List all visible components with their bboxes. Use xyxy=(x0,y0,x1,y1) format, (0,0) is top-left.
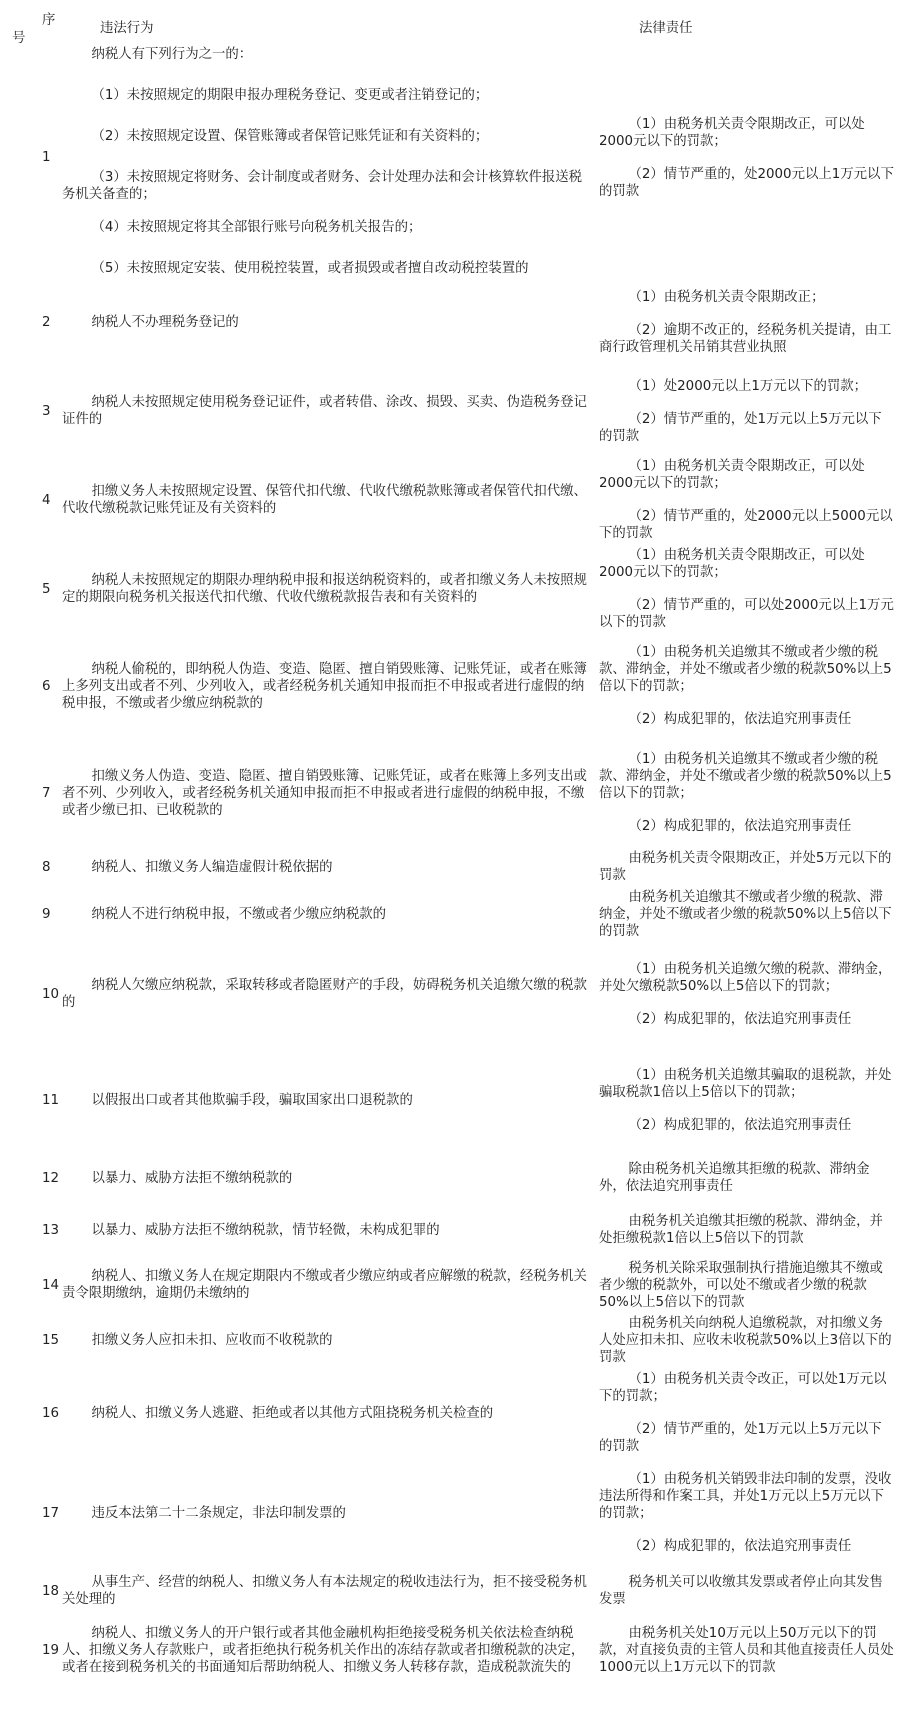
liability-text: 由税务机关处10万元以上50万元以下的罚款，对直接负责的主管人员和其他直接责任人员处1000元以上1万元以下的罚款 xyxy=(599,1625,894,1675)
violation-text: 纳税人、扣缴义务人逃避、拒绝或者以其他方式阻挠税务机关检查的 xyxy=(91,1405,494,1421)
violation-cell xyxy=(62,1257,599,1313)
liability-text: （1）由税务机关追缴其不缴或者少缴的税款、滞纳金，并处不缴或者少缴的税款50%以上5倍以下的罚款； xyxy=(599,752,892,801)
row-number: 3 xyxy=(42,403,51,419)
liability-cell xyxy=(599,1153,900,1203)
violation-text: 纳税人未按照规定使用税务登记证件，或者转借、涂改、损毁、买卖、伪造税务登记证件的 xyxy=(62,395,587,427)
violation-cell xyxy=(62,1153,599,1203)
liability-cell xyxy=(599,1615,900,1685)
violation-text: 纳税人、扣缴义务人编造虚假计税依据的 xyxy=(91,859,333,875)
header-violation: 违法行为 xyxy=(100,21,154,36)
liability-text: （1）由税务机关责令限期改正，可以处2000元以下的罚款； xyxy=(599,459,865,491)
liability-text: 由税务机关责令限期改正，并处5万元以下的罚款 xyxy=(599,851,892,883)
liability-text: （2）构成犯罪的，依法追究刑事责任 xyxy=(628,1011,852,1027)
liability-cell xyxy=(599,739,900,847)
table-header-row xyxy=(0,0,900,38)
liability-text: （2）构成犯罪的，依法追究刑事责任 xyxy=(628,712,852,727)
liability-cell xyxy=(599,38,900,277)
violation-text: （2）未按照规定设置、保管账簿或者保管记账凭证和有关资料的； xyxy=(91,129,489,144)
violation-cell xyxy=(62,1203,599,1257)
table-row xyxy=(0,455,900,545)
liability-text: （2）构成犯罪的，依法追究刑事责任 xyxy=(628,1539,852,1554)
table-row xyxy=(0,1459,900,1567)
table-row xyxy=(0,1615,900,1685)
violation-text: （3）未按照规定将财务、会计制度或者财务、会计处理办法和会计核算软件报送税务机关备查的； xyxy=(62,170,583,202)
table-row xyxy=(0,1257,900,1313)
liability-text: （1）由税务机关销毁非法印制的发票，没收违法所得和作案工具，并处1万元以上5万元以下的罚款； xyxy=(599,1472,892,1521)
table-row xyxy=(0,941,900,1047)
liability-text: 税务机关除采取强制执行措施追缴其不缴或者少缴的税款外，可以处不缴或者少缴的税款50%以上5倍以下的罚款 xyxy=(599,1260,883,1310)
violation-cell xyxy=(62,1367,599,1459)
liability-text: 由税务机关追缴其拒缴的税款、滞纳金，并处拒缴税款1倍以上5倍以下的罚款 xyxy=(599,1214,883,1246)
header-seq xyxy=(0,0,62,46)
row-number: 4 xyxy=(42,492,51,508)
liability-text: 税务机关可以收缴其发票或者停止向其发售发票 xyxy=(599,1575,883,1607)
violation-text: 以暴力、威胁方法拒不缴纳税款的 xyxy=(91,1170,293,1186)
violation-text: （5）未按照规定安装、使用税控装置，或者损毁或者擅自改动税控装置的 xyxy=(91,261,529,276)
violation-cell xyxy=(62,941,599,1047)
liability-cell xyxy=(599,1459,900,1567)
header-liability: 法律责任 xyxy=(639,21,693,36)
row-number: 7 xyxy=(42,785,51,801)
liability-text: 由税务机关向纳税人追缴税款，对扣缴义务人处应扣未扣、应收未收税款50%以上3倍以下的罚款 xyxy=(599,1315,892,1365)
liability-text: （1）由税务机关责令限期改正，可以处2000元以下的罚款； xyxy=(599,116,865,149)
liability-text: （1）由税务机关追缴欠缴的税款、滞纳金，并处欠缴税款50%以上5倍以下的罚款； xyxy=(599,961,892,994)
table-row xyxy=(0,887,900,941)
table-row xyxy=(0,277,900,367)
violation-cell xyxy=(62,1047,599,1153)
violation-cell xyxy=(62,277,599,367)
violation-text: （4）未按照规定将其全部银行账号向税务机关报告的； xyxy=(91,220,422,235)
table-row xyxy=(0,38,900,277)
violation-cell xyxy=(62,1567,599,1615)
table-row xyxy=(0,633,900,739)
row-number: 1 xyxy=(42,150,51,165)
row-number: 12 xyxy=(42,1170,60,1186)
violation-text: 纳税人偷税的，即纳税人伪造、变造、隐匿、擅自销毁账簿、记账凭证，或者在账簿上多列支出或者不列、少列收入，或者经税务机关通知申报而拒不申报或者进行虚假的纳税申报，不缴或者少缴应纳税款的 xyxy=(62,661,587,711)
violation-text: 违反本法第二十二条规定，非法印制发票的 xyxy=(91,1505,346,1521)
violation-text: 以假报出口或者其他欺骗手段，骗取国家出口退税款的 xyxy=(91,1092,413,1108)
violation-cell xyxy=(62,847,599,887)
liability-cell xyxy=(599,1567,900,1615)
row-number: 2 xyxy=(42,314,51,330)
table-row xyxy=(0,1203,900,1257)
liability-cell xyxy=(599,1257,900,1313)
liability-cell xyxy=(599,367,900,455)
row-number: 11 xyxy=(42,1092,60,1108)
liability-text: （2）情节严重的，可以处2000元以上1万元以下的罚款 xyxy=(599,598,894,630)
violation-cell xyxy=(62,545,599,633)
row-number: 16 xyxy=(42,1405,60,1421)
liability-cell xyxy=(599,455,900,545)
violation-text: 扣缴义务人应扣未扣、应收而不收税款的 xyxy=(91,1332,333,1348)
liability-text: （2）情节严重的，处2000元以上1万元以下的罚款 xyxy=(599,166,894,199)
table-row xyxy=(0,545,900,633)
liability-text: （2）构成犯罪的，依法追究刑事责任 xyxy=(628,1117,852,1133)
violation-text: （1）未按照规定的期限申报办理税务登记、变更或者注销登记的； xyxy=(91,88,489,103)
row-number: 14 xyxy=(42,1277,60,1293)
violation-text: 从事生产、经营的纳税人、扣缴义务人有本法规定的税收违法行为，拒不接受税务机关处理的 xyxy=(62,1575,587,1607)
violation-text: 扣缴义务人伪造、变造、隐匿、擅自销毁账簿、记账凭证，或者在账簿上多列支出或者不列、少列收入，或者经税务机关通知申报而拒不申报或者进行虚假的纳税申报，不缴或者少缴已扣、已收税款的 xyxy=(62,768,587,818)
table-row xyxy=(0,739,900,847)
liability-cell xyxy=(599,1203,900,1257)
table-row xyxy=(0,1153,900,1203)
liability-cell xyxy=(599,633,900,739)
row-number: 19 xyxy=(42,1642,60,1658)
row-number: 17 xyxy=(42,1505,60,1521)
row-number: 18 xyxy=(42,1583,60,1599)
row-number: 6 xyxy=(42,678,51,694)
liability-cell xyxy=(599,847,900,887)
header-seq-line1: 序 xyxy=(42,13,56,28)
liability-text: 除由税务机关追缴其拒缴的税款、滞纳金外，依法追究刑事责任 xyxy=(599,1162,870,1194)
table-row xyxy=(0,1367,900,1459)
liability-text: （1）由税务机关责令限期改正； xyxy=(628,289,825,305)
violation-text: 纳税人有下列行为之一的： xyxy=(91,47,253,62)
liability-cell xyxy=(599,1367,900,1459)
liability-cell xyxy=(599,545,900,633)
violation-text: 扣缴义务人未按照规定设置、保管代扣代缴、代收代缴税款账簿或者保管代扣代缴、代收代缴税款记账凭证及有关资料的 xyxy=(62,484,587,516)
liability-cell xyxy=(599,1047,900,1153)
table-row xyxy=(0,1047,900,1153)
liability-text: 由税务机关追缴其不缴或者少缴的税款、滞纳金，并处不缴或者少缴的税款50%以上5倍以下的罚款 xyxy=(599,889,892,939)
table-row xyxy=(0,1313,900,1367)
liability-text: （2）情节严重的，处2000元以上5000元以下的罚款 xyxy=(599,509,893,541)
violation-cell xyxy=(62,1313,599,1367)
liability-text: （1）由税务机关责令限期改正，可以处2000元以下的罚款； xyxy=(599,548,865,580)
liability-text: （1）由税务机关责令改正，可以处1万元以下的罚款； xyxy=(599,1372,887,1404)
liability-cell xyxy=(599,887,900,941)
liability-text: （2）情节严重的，处1万元以上5万元以下的罚款 xyxy=(599,411,882,444)
violation-text: 纳税人不办理税务登记的 xyxy=(91,314,239,330)
violation-cell xyxy=(62,887,599,941)
row-number: 8 xyxy=(42,859,51,875)
liability-text: （1）由税务机关追缴其不缴或者少缴的税款、滞纳金，并处不缴或者少缴的税款50%以上5倍以下的罚款； xyxy=(599,645,892,694)
table-row xyxy=(0,367,900,455)
violation-cell xyxy=(62,38,599,277)
row-number: 15 xyxy=(42,1332,60,1348)
liability-cell xyxy=(599,941,900,1047)
liability-text: （1）由税务机关追缴其骗取的退税款，并处骗取税款1倍以上5倍以下的罚款； xyxy=(599,1067,892,1100)
table-row xyxy=(0,847,900,887)
liability-text: （1）处2000元以上1万元以下的罚款； xyxy=(628,378,868,394)
liability-text: （2）逾期不改正的，经税务机关提请，由工商行政管理机关吊销其营业执照 xyxy=(599,322,892,355)
violation-text: 纳税人欠缴应纳税款，采取转移或者隐匿财产的手段，妨碍税务机关追缴欠缴的税款的 xyxy=(62,978,587,1010)
liability-cell xyxy=(599,1313,900,1367)
row-number: 10 xyxy=(42,986,60,1002)
table-row xyxy=(0,1567,900,1615)
liability-text: （2）情节严重的，处1万元以上5万元以下的罚款 xyxy=(599,1422,882,1454)
liability-cell xyxy=(599,277,900,367)
violation-cell xyxy=(62,455,599,545)
violation-text: 纳税人、扣缴义务人的开户银行或者其他金融机构拒绝接受税务机关依法检查纳税人、扣缴义务人存款账户，或者拒绝执行税务机关作出的冻结存款或者扣缴税款的决定，或者在接到税务机关的书面通知后帮助纳税人、扣缴义务人转移存款，造成税款流失的 xyxy=(62,1625,585,1675)
violation-cell xyxy=(62,1459,599,1567)
violation-cell xyxy=(62,1615,599,1685)
violation-text: 纳税人、扣缴义务人在规定期限内不缴或者少缴应纳或者应解缴的税款，经税务机关责令限期缴纳，逾期仍未缴纳的 xyxy=(62,1269,587,1301)
violation-cell xyxy=(62,367,599,455)
liability-text: （2）构成犯罪的，依法追究刑事责任 xyxy=(628,819,852,834)
violation-cell xyxy=(62,633,599,739)
row-number: 13 xyxy=(42,1222,60,1238)
violation-text: 纳税人未按照规定的期限办理纳税申报和报送纳税资料的，或者扣缴义务人未按照规定的期限向税务机关报送代扣代缴、代收代缴税款报告表和有关资料的 xyxy=(62,573,587,605)
violation-text: 纳税人不进行纳税申报，不缴或者少缴应纳税款的 xyxy=(91,906,387,922)
violation-text: 以暴力、威胁方法拒不缴纳税款，情节轻微，未构成犯罪的 xyxy=(91,1222,440,1238)
violation-cell xyxy=(62,739,599,847)
row-number: 9 xyxy=(42,906,51,922)
header-seq-line2: 号 xyxy=(12,31,26,46)
row-number: 5 xyxy=(42,581,51,597)
